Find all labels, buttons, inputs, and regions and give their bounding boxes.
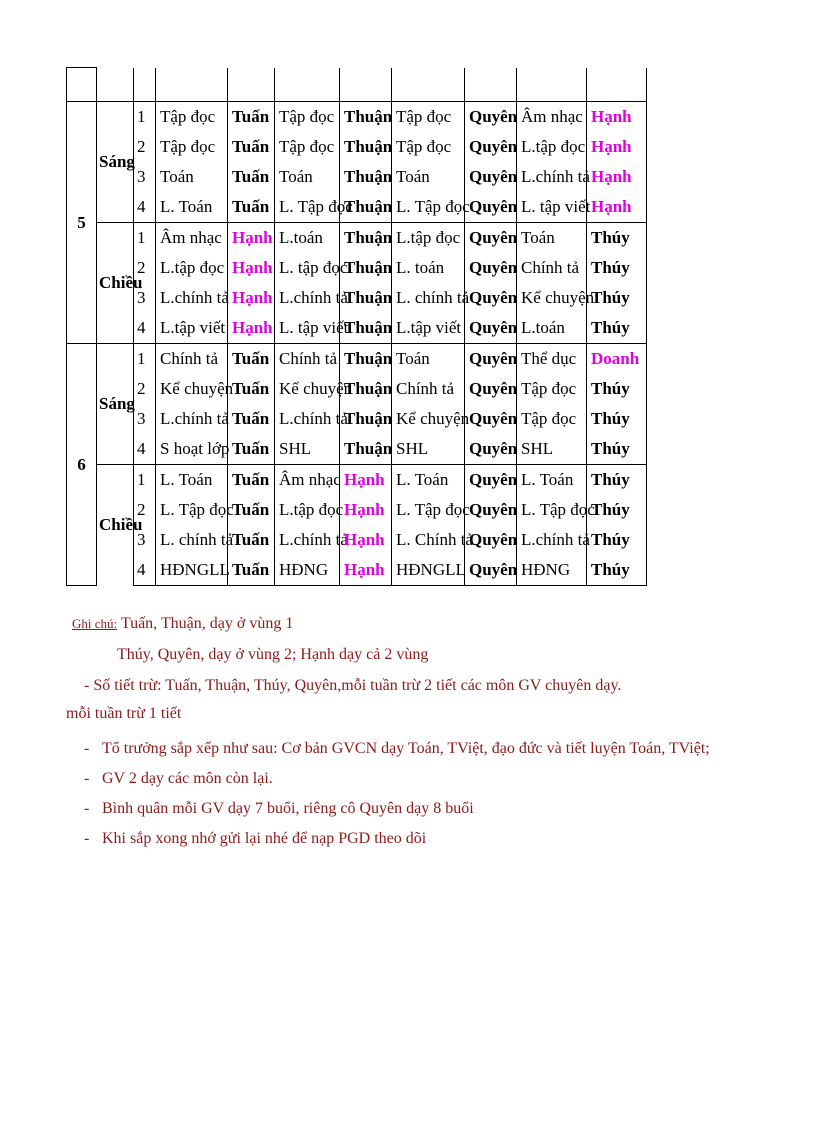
subject-cell: L. Tập đọc [156, 495, 228, 525]
teacher-cell: Quyên [465, 192, 517, 223]
period-number: 1 [134, 102, 156, 133]
subject-cell: L. Tập đọc [517, 495, 587, 525]
subject-cell: Âm nhạc [156, 223, 228, 254]
notes-line-3: - Số tiết trừ: Tuấn, Thuận, Thúy, Quyên,mỗi tuần trừ 2 tiết các môn GV chuyên dạy. [84, 677, 622, 694]
subject-cell: Toán [392, 344, 465, 375]
empty-cell [67, 68, 97, 102]
subject-cell: L.chính tả [156, 283, 228, 313]
subject-cell: Toán [156, 162, 228, 192]
teacher-cell: Quyên [465, 313, 517, 344]
empty-cell [465, 68, 517, 102]
subject-cell: Toán [392, 162, 465, 192]
table-row [67, 404, 647, 434]
period-number: 2 [134, 132, 156, 162]
teacher-cell: Thúy [587, 283, 647, 313]
teacher-cell: Tuấn [228, 465, 275, 496]
empty-cell [228, 68, 275, 102]
teacher-cell: Tuấn [228, 404, 275, 434]
teacher-cell: Tuấn [228, 192, 275, 223]
teacher-cell: Hạnh [340, 525, 392, 555]
subject-cell: L. Chính tả [392, 525, 465, 555]
table-row [67, 495, 647, 525]
subject-cell: SHL [517, 434, 587, 465]
subject-cell: Tập đọc [156, 102, 228, 133]
teacher-cell: Quyên [465, 495, 517, 525]
notes-text-1: Tuấn, Thuận, dạy ở vùng 1 [120, 615, 294, 632]
period-number: 4 [134, 313, 156, 344]
teacher-cell: Thuận [340, 404, 392, 434]
session-label: Chiều [97, 223, 134, 344]
schedule-table [66, 67, 647, 586]
subject-cell: S hoạt lớp [156, 434, 228, 465]
period-number: 4 [134, 555, 156, 586]
subject-cell: L.chính tả [517, 162, 587, 192]
teacher-cell: Quyên [465, 434, 517, 465]
subject-cell: Âm nhạc [517, 102, 587, 133]
day-label: 6 [67, 344, 97, 586]
subject-cell: Tập đọc [392, 132, 465, 162]
teacher-cell: Quyên [465, 102, 517, 133]
table-row [67, 192, 647, 223]
subject-cell: L.tập đọc [275, 495, 340, 525]
bullet-item [84, 770, 273, 788]
empty-cell [156, 68, 228, 102]
subject-cell: Toán [517, 223, 587, 254]
teacher-cell: Thúy [587, 434, 647, 465]
period-number: 2 [134, 495, 156, 525]
teacher-cell: Hạnh [228, 313, 275, 344]
subject-cell: Toán [275, 162, 340, 192]
subject-cell: L.chính tả [275, 525, 340, 555]
subject-cell: L.toán [517, 313, 587, 344]
subject-cell: L. chính tả [392, 283, 465, 313]
bullet-item [84, 830, 426, 848]
subject-cell: L.tập đọc [156, 253, 228, 283]
teacher-cell: Quyên [465, 555, 517, 586]
teacher-cell: Hạnh [587, 102, 647, 133]
teacher-cell: Hạnh [228, 283, 275, 313]
subject-cell: Thể dục [517, 344, 587, 375]
teacher-cell: Hạnh [228, 253, 275, 283]
teacher-cell: Quyên [465, 223, 517, 254]
teacher-cell: Tuấn [228, 555, 275, 586]
teacher-cell: Thuận [340, 374, 392, 404]
period-number: 3 [134, 404, 156, 434]
subject-cell: Tập đọc [275, 102, 340, 133]
bullet-text: Khi sắp xong nhớ gửi lại nhé để nạp PGD theo dõi [102, 830, 427, 847]
period-number: 3 [134, 283, 156, 313]
subject-cell: HĐNG [275, 555, 340, 586]
teacher-cell: Thuận [340, 283, 392, 313]
table-row [67, 344, 647, 375]
subject-cell: L. Toán [517, 465, 587, 496]
teacher-cell: Quyên [465, 465, 517, 496]
notes-line-4: mỗi tuần trừ 1 tiết [66, 705, 182, 722]
subject-cell: L.chính tả [156, 404, 228, 434]
teacher-cell: Thuận [340, 162, 392, 192]
subject-cell: Kể chuyện [517, 283, 587, 313]
teacher-cell: Thúy [587, 223, 647, 254]
teacher-cell: Thuận [340, 253, 392, 283]
subject-cell: SHL [392, 434, 465, 465]
session-label: Sáng [97, 102, 134, 223]
teacher-cell: Tuấn [228, 495, 275, 525]
subject-cell: L. tập viết [517, 192, 587, 223]
subject-cell: Tập đọc [517, 404, 587, 434]
teacher-cell: Thuận [340, 132, 392, 162]
teacher-cell: Quyên [465, 162, 517, 192]
empty-cell [340, 68, 392, 102]
subject-cell: L.tập đọc [517, 132, 587, 162]
teacher-cell: Tuấn [228, 162, 275, 192]
teacher-cell: Thúy [587, 465, 647, 496]
table-row [67, 162, 647, 192]
teacher-cell: Tuấn [228, 344, 275, 375]
period-number: 4 [134, 192, 156, 223]
subject-cell: Âm nhạc [275, 465, 340, 496]
empty-cell [587, 68, 647, 102]
bullet-mark: - [84, 830, 90, 847]
teacher-cell: Thúy [587, 313, 647, 344]
subject-cell: Kể chuyện [392, 404, 465, 434]
teacher-cell: Thúy [587, 555, 647, 586]
teacher-cell: Hạnh [340, 495, 392, 525]
teacher-cell: Hạnh [587, 132, 647, 162]
teacher-cell: Thuận [340, 192, 392, 223]
subject-cell: Chính tả [517, 253, 587, 283]
subject-cell: L. Tập đọc [275, 192, 340, 223]
teacher-cell: Quyên [465, 374, 517, 404]
subject-cell: Chính tả [392, 374, 465, 404]
teacher-cell: Thuận [340, 102, 392, 133]
subject-cell: HĐNG [517, 555, 587, 586]
teacher-cell: Tuấn [228, 102, 275, 133]
table-row [67, 313, 647, 344]
teacher-cell: Quyên [465, 283, 517, 313]
subject-cell: Tập đọc [275, 132, 340, 162]
bullet-text: Bình quân mỗi GV dạy 7 buổi, riêng cô Quyên dạy 8 buổi [102, 800, 474, 817]
teacher-cell: Thuận [340, 434, 392, 465]
subject-cell: Kể chuyện [156, 374, 228, 404]
subject-cell: L. tập viết [275, 313, 340, 344]
table-row [67, 465, 647, 496]
bullet-mark: - [84, 740, 90, 757]
bullet-mark: - [84, 800, 90, 817]
subject-cell: Chính tả [275, 344, 340, 375]
teacher-cell: Hạnh [340, 555, 392, 586]
empty-cell [392, 68, 465, 102]
notes-label: Ghi chú: [72, 616, 118, 631]
subject-cell: L.tập viết [392, 313, 465, 344]
table-row [67, 555, 647, 586]
subject-cell: L. Tập đọc [392, 495, 465, 525]
bullet-item [84, 800, 474, 818]
table-row [67, 434, 647, 465]
teacher-cell: Tuấn [228, 525, 275, 555]
notes-line-1 [72, 615, 293, 633]
bullet-mark: - [84, 770, 90, 787]
table-row [67, 525, 647, 555]
period-number: 3 [134, 162, 156, 192]
subject-cell: L.chính tả [275, 404, 340, 434]
subject-cell: Tập đọc [517, 374, 587, 404]
subject-cell: HĐNGLL [392, 555, 465, 586]
day-label: 5 [67, 102, 97, 344]
subject-cell: L. chính tả [156, 525, 228, 555]
teacher-cell: Thuận [340, 313, 392, 344]
teacher-cell: Quyên [465, 525, 517, 555]
period-number: 1 [134, 465, 156, 496]
teacher-cell: Hạnh [340, 465, 392, 496]
notes-line-2: Thúy, Quyên, dạy ở vùng 2; Hạnh dạy cả 2 vùng [117, 646, 429, 663]
subject-cell: HĐNGLL [156, 555, 228, 586]
teacher-cell: Hạnh [587, 162, 647, 192]
teacher-cell: Quyên [465, 404, 517, 434]
table-row [67, 253, 647, 283]
teacher-cell: Quyên [465, 253, 517, 283]
subject-cell: Kể chuyện [275, 374, 340, 404]
table-row [67, 374, 647, 404]
subject-cell: L. tập đọc [275, 253, 340, 283]
period-number: 4 [134, 434, 156, 465]
teacher-cell: Thuận [340, 223, 392, 254]
subject-cell: Tập đọc [392, 102, 465, 133]
teacher-cell: Thuận [340, 344, 392, 375]
bullet-item [84, 740, 710, 758]
subject-cell: L.tập viết [156, 313, 228, 344]
bullet-text: Tổ trưởng sắp xếp như sau: Cơ bản GVCN dạy Toán, TViệt, đạo đức và tiết luyện Toán, TViệt; [102, 740, 710, 757]
subject-cell: SHL [275, 434, 340, 465]
teacher-cell: Thúy [587, 253, 647, 283]
teacher-cell: Hạnh [228, 223, 275, 254]
teacher-cell: Thúy [587, 404, 647, 434]
subject-cell: L.toán [275, 223, 340, 254]
table-row [67, 68, 647, 102]
subject-cell: L. toán [392, 253, 465, 283]
subject-cell: L.chính tả [275, 283, 340, 313]
empty-cell [517, 68, 587, 102]
subject-cell: L. Toán [156, 192, 228, 223]
teacher-cell: Thúy [587, 525, 647, 555]
period-number: 3 [134, 525, 156, 555]
subject-cell: Chính tả [156, 344, 228, 375]
teacher-cell: Quyên [465, 344, 517, 375]
table-row [67, 102, 647, 133]
teacher-cell: Tuấn [228, 132, 275, 162]
subject-cell: L. Toán [392, 465, 465, 496]
table-row [67, 223, 647, 254]
teacher-cell: Doanh [587, 344, 647, 375]
empty-cell [275, 68, 340, 102]
bullet-text: GV 2 dạy các môn còn lại. [102, 770, 273, 787]
period-number: 1 [134, 223, 156, 254]
period-number: 2 [134, 253, 156, 283]
subject-cell: L. Toán [156, 465, 228, 496]
teacher-cell: Thúy [587, 495, 647, 525]
teacher-cell: Thúy [587, 374, 647, 404]
table-row [67, 132, 647, 162]
subject-cell: L.chính tả [517, 525, 587, 555]
subject-cell: L.tập đọc [392, 223, 465, 254]
subject-cell: Tập đọc [156, 132, 228, 162]
session-label: Chiều [97, 465, 134, 586]
teacher-cell: Hạnh [587, 192, 647, 223]
empty-cell [134, 68, 156, 102]
teacher-cell: Tuấn [228, 434, 275, 465]
teacher-cell: Quyên [465, 132, 517, 162]
table-row [67, 283, 647, 313]
subject-cell: L. Tập đọc [392, 192, 465, 223]
teacher-cell: Tuấn [228, 374, 275, 404]
period-number: 2 [134, 374, 156, 404]
period-number: 1 [134, 344, 156, 375]
session-label: Sáng [97, 344, 134, 465]
empty-cell [97, 68, 134, 102]
